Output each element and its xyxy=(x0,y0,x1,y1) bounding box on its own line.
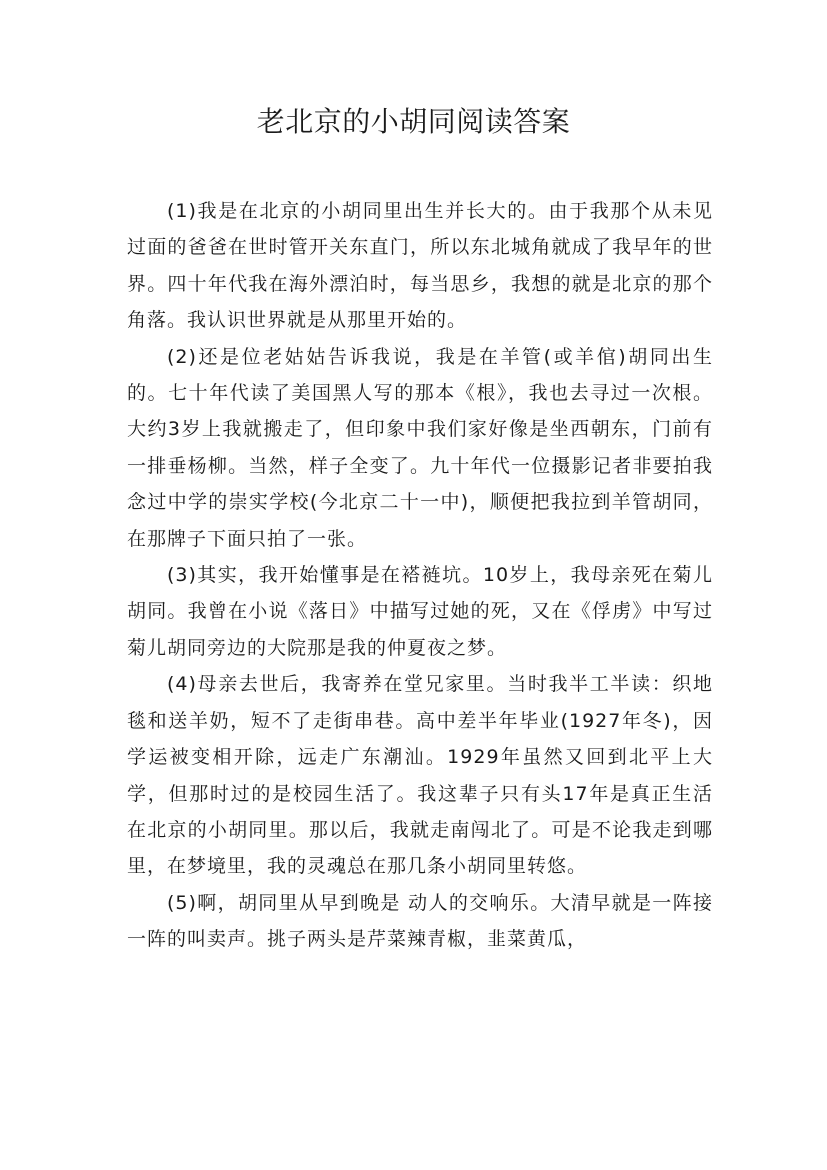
paragraph-3: (3)其实，我开始懂事是在褡裢坑。10岁上，我母亲死在菊儿胡同。我曾在小说《落日》中描写过她的死，又在《俘虏》中写过菊儿胡同旁边的大院那是我的仲夏夜之梦。 xyxy=(127,564,713,659)
paragraph-5: (5)啊，胡同里从早到晚是 动人的交响乐。大清早就是一阵接一阵的叫卖声。挑子两头是芹菜辣青椒，韭菜黄瓜， xyxy=(127,891,713,951)
paragraph-4: (4)母亲去世后，我寄养在堂兄家里。当时我半工半读：织地毯和送羊奶，短不了走街串巷。高中差半年毕业(1927年冬)，因学运被变相开除，远走广东潮汕。1929年虽然又回到北平上大学，但那时过的是校园生活了。我这辈子只有头17年是真正生活在北京的小胡同里。那以后，我就走南闯北了。可是不论我走到哪里，在梦境里，我的灵魂总在那几条小胡同里转悠。 xyxy=(127,673,713,878)
document-title: 老北京的小胡同阅读答案 xyxy=(256,105,571,138)
paragraph-1: (1)我是在北京的小胡同里出生并长大的。由于我那个从未见过面的爸爸在世时管开关东直门，所以东北城角就成了我早年的世界。四十年代我在海外漂泊时，每当思乡，我想的就是北京的那个角落。我认识世界就是从那里开始的。 xyxy=(127,200,713,332)
document-body xyxy=(127,193,713,958)
paragraph-2: (2)还是位老姑姑告诉我说，我是在羊管(或羊倌)胡同出生的。七十年代读了美国黑人写的那本《根》，我也去寻过一次根。大约3岁上我就搬走了，但印象中我们家好像是坐西朝东，门前有一排垂杨柳。当然，样子全变了。九十年代一位摄影记者非要拍我念过中学的崇实学校(今北京二十一中)，顺便把我拉到羊管胡同，在那牌子下面只拍了一张。 xyxy=(127,345,713,550)
